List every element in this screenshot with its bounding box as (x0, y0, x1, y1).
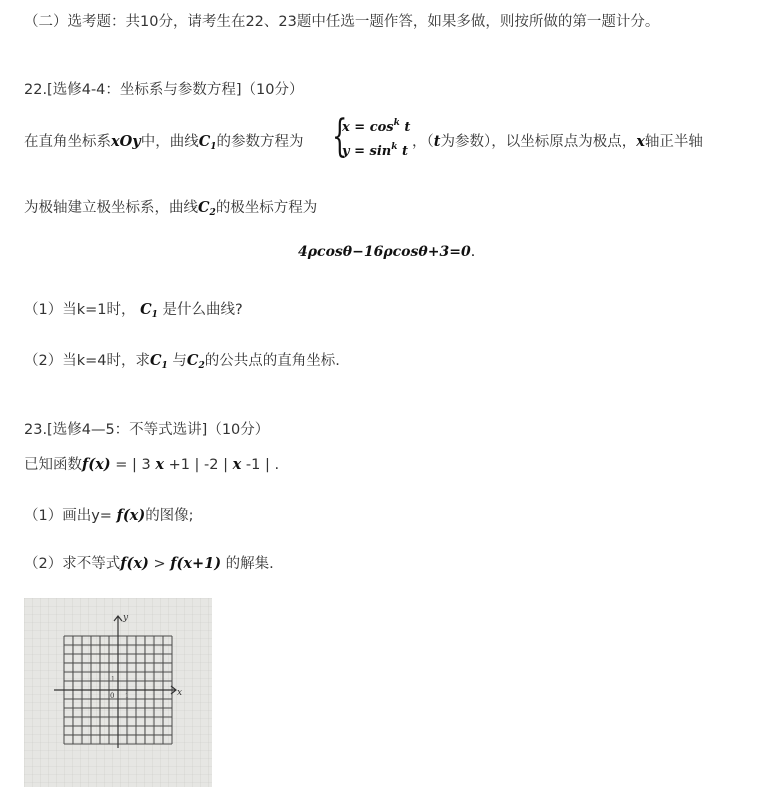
q23-text: = | 3 (115, 457, 151, 473)
q22-text: 与 (172, 353, 187, 369)
grid-paper-photo (24, 598, 212, 787)
q22-text: ，（ (412, 134, 434, 150)
coordinate-grid (24, 598, 212, 787)
q23-sub2 (24, 552, 274, 573)
q22-text: 为参数），以坐标原点为极点， (440, 134, 637, 150)
fx1-symbol: f(x+1) (170, 555, 222, 572)
q23-text: 已知函数 (24, 457, 82, 473)
q22-text: 中，曲线 (140, 134, 199, 150)
q23-text: -1 | . (245, 457, 280, 473)
q22-text: 轴正半轴 (644, 134, 703, 150)
q23-text: （2）求不等式 (24, 556, 121, 572)
q22-heading: 22.[选修4-4：坐标系与参数方程]（10分） (24, 82, 304, 98)
q22-sub1 (24, 298, 243, 320)
eq-row-y: $y = \sin^k t$ (342, 142, 409, 159)
fx-symbol: f(x) (120, 555, 149, 572)
q22-text: （1）当k=1时， (24, 302, 136, 318)
c1-symbol: $C_1$ (150, 352, 168, 371)
q23-heading: 23.[选修4—5：不等式选讲]（10分） (24, 422, 270, 438)
x-axis-label: x (177, 688, 183, 698)
q22-text: 的参数方程为 (216, 134, 304, 150)
q22-paragraph-2 (24, 196, 317, 218)
origin-label: 0 (110, 692, 115, 700)
x-symbol: x (232, 456, 242, 473)
section-heading: （二）选考题：共10分，请考生在22、23题中任选一题作答，如果多做，则按所做的第一题计分。 (24, 14, 660, 30)
q22-text: 为极轴建立极坐标系，曲线 (24, 200, 198, 216)
x-symbol: x (636, 133, 645, 150)
x-symbol: x (155, 456, 164, 473)
t-symbol: t (433, 133, 441, 150)
q23-text: （1）画出y= (24, 508, 112, 524)
q22-paragraph-1-tail (412, 130, 703, 151)
q23-paragraph-1 (24, 453, 279, 474)
c1-symbol: $C_1$ (198, 133, 217, 152)
c1-symbol: $C_1$ (140, 301, 158, 320)
q23-sub1 (24, 504, 194, 525)
polar-equation: 4ρcosθ−16ρcosθ+3=0. (298, 244, 476, 260)
q22-text: （2）当k=4时，求 (24, 353, 150, 369)
xoy-symbol: xOy (111, 133, 141, 150)
c2-symbol: $C_2$ (186, 352, 205, 371)
brace-symbol: { (332, 111, 348, 162)
parametric-system (332, 111, 412, 165)
q22-text: 是什么曲线? (162, 302, 243, 318)
q22-sub2 (24, 349, 340, 371)
q22-text: 的公共点的直角坐标. (204, 353, 340, 369)
q23-text: 的解集. (225, 556, 274, 572)
fx-symbol: f(x) (82, 456, 111, 473)
q22-text: 在直角坐标系 (24, 134, 111, 150)
q22-text: 的极坐标方程为 (215, 200, 318, 216)
q23-text: +1 | -2 | (168, 457, 229, 473)
y-one-label: 1 (111, 676, 115, 683)
q23-text: 的图像; (145, 508, 194, 524)
c2-symbol: $C_2$ (198, 199, 216, 218)
x-one-label: 1 (125, 693, 129, 700)
y-axis-label: y (123, 613, 129, 623)
q22-paragraph-1 (24, 130, 304, 152)
eq-row-x: $x = \cos^k t$ (342, 118, 411, 135)
gt-sign: > (153, 556, 166, 572)
fx-symbol: f(x) (116, 507, 146, 524)
